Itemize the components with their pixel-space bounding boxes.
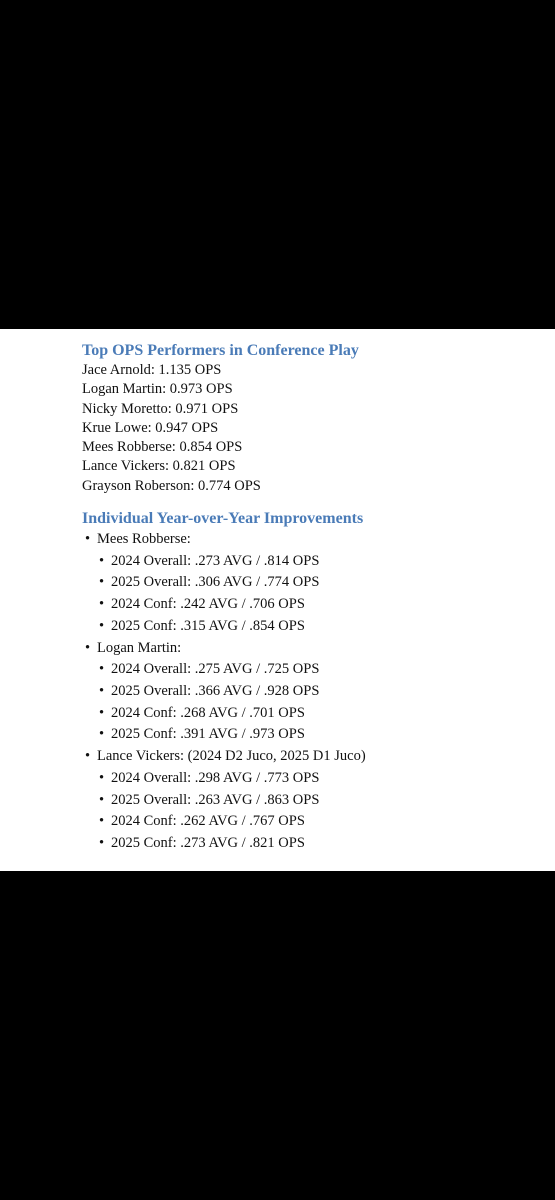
stat-line [99,703,555,725]
section-title-improvements: Individual Year-over-Year Improvements [82,510,364,528]
stat-line [99,833,555,855]
stat-line [99,572,555,594]
performer-item: Mees Robberse: 0.854 OPS [82,439,243,456]
bullet-mark: • [99,834,105,851]
bullet-mark: • [99,791,105,808]
bullet-mark: • [99,726,105,743]
stat-line [99,681,555,703]
stat-text: 2025 Overall: .306 AVG / .774 OPS [111,574,320,591]
stat-line [99,790,555,812]
stat-text: 2024 Overall: .273 AVG / .814 OPS [111,552,320,569]
stat-line [99,768,555,790]
document-card [0,329,555,871]
stat-line [99,724,555,746]
stat-text: 2025 Overall: .263 AVG / .863 OPS [111,791,320,808]
stat-text: 2025 Conf: .391 AVG / .973 OPS [111,726,305,743]
stat-text: 2024 Conf: .262 AVG / .767 OPS [111,813,305,830]
stat-line [99,659,555,681]
player-name [85,638,555,660]
player-name-text: Lance Vickers: (2024 D2 Juco, 2025 D1 Juco) [97,748,366,765]
player-name-text: Mees Robberse: [97,531,191,548]
bullet-mark: • [99,661,105,678]
performer-item: Krue Lowe: 0.947 OPS [82,419,219,436]
player-name [85,746,555,768]
bullet-mark: • [99,769,105,786]
performer-item: Jace Arnold: 1.135 OPS [82,362,222,378]
player-name [85,529,555,551]
stat-text: 2024 Overall: .298 AVG / .773 OPS [111,769,320,786]
bullet-mark: • [85,639,91,656]
stat-line [99,594,555,616]
stat-text: 2025 Overall: .366 AVG / .928 OPS [111,683,320,699]
bullet-mark: • [99,552,105,569]
player-block-vickers [82,746,555,855]
bullet-mark: • [99,813,105,830]
bullet-mark: • [85,531,91,548]
bullet-mark: • [99,596,105,613]
player-block-robberse [82,529,555,638]
section-title-top-ops: Top OPS Performers in Conference Play [82,342,359,359]
bullet-mark: • [99,617,105,634]
performer-item: Grayson Roberson: 0.774 OPS [82,477,261,494]
stat-text: 2024 Conf: .268 AVG / .701 OPS [111,704,305,721]
performer-item: Logan Martin: 0.973 OPS [82,381,233,398]
stat-text: 2024 Conf: .242 AVG / .706 OPS [111,596,305,613]
stat-line [99,551,555,573]
player-block-martin [82,638,555,747]
stat-line [99,811,555,833]
bullet-mark: • [99,683,105,699]
performer-item: Lance Vickers: 0.821 OPS [82,458,236,475]
bullet-mark: • [85,748,91,765]
performer-item: Nicky Moretto: 0.971 OPS [82,400,239,417]
stat-text: 2024 Overall: .275 AVG / .725 OPS [111,661,320,678]
bullet-mark: • [99,574,105,591]
player-name-text: Logan Martin: [97,639,182,656]
top-performers-list [82,361,555,496]
bullet-mark: • [99,704,105,721]
stat-line [99,616,555,638]
stat-text: 2025 Conf: .315 AVG / .854 OPS [111,617,305,634]
stat-text: 2025 Conf: .273 AVG / .821 OPS [111,834,305,851]
